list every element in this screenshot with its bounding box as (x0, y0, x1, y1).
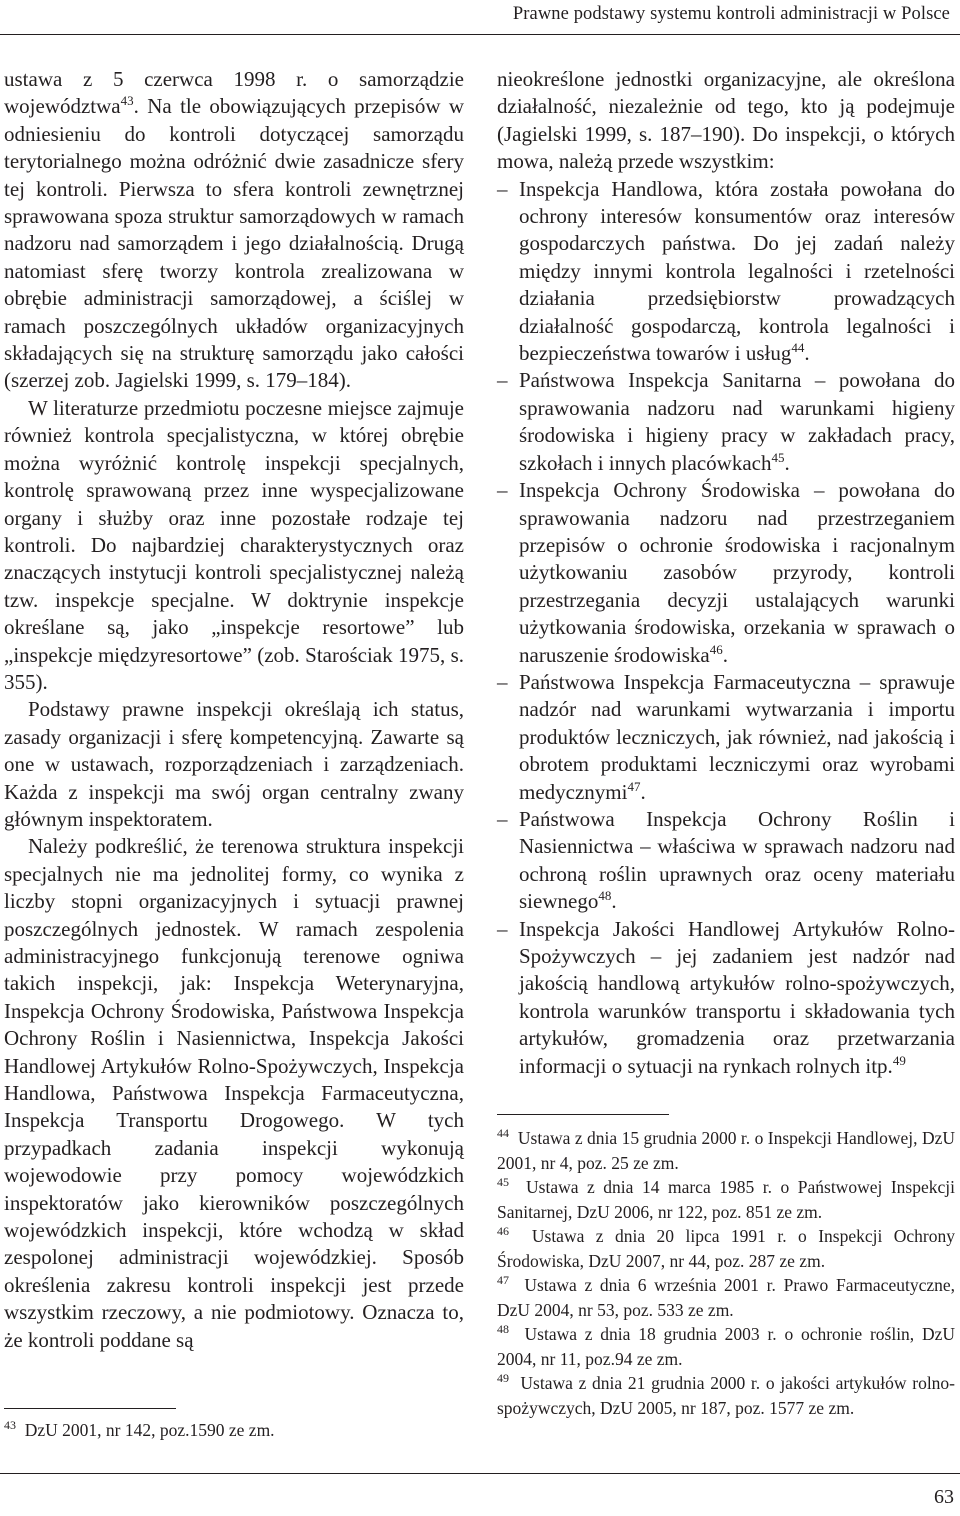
footnote-ref-49[interactable]: 49 (892, 1052, 906, 1068)
footnote-ref-45[interactable]: 45 (771, 449, 785, 465)
header-rule (0, 34, 960, 35)
footnote-number: 46 (497, 1224, 509, 1239)
footnote (497, 1224, 955, 1273)
dash-marker: – (497, 916, 508, 941)
footnote-number: 48 (497, 1322, 509, 1337)
footnote-number: 44 (497, 1126, 509, 1141)
paragraph-3: Podstawy prawne inspekcji określają ich status, zasady organizacji i sferę kompetencyjną. Zawarte są one w ustawach, rozporządzeniach i zarządzeniach. Każda z inspekcji ma swój organ centralny zwany głównym inspektoratem. (4, 697, 464, 831)
inspection-list (497, 176, 955, 1080)
footnote (4, 1418, 464, 1443)
list-item (497, 916, 955, 1080)
footnote-text: Ustawa z dnia 15 grudnia 2000 r. o Inspekcji Handlowej, DzU 2001, nr 4, poz. 25 ze zm. (497, 1128, 955, 1173)
footnote-text: Ustawa z dnia 14 marca 1985 r. o Państwowej Inspekcji Sanitarnej, DzU 2006, nr 122, poz. 851 ze zm. (497, 1177, 955, 1222)
dash-marker: – (497, 478, 508, 503)
footnote-ref-44[interactable]: 44 (791, 340, 805, 356)
footnote-number: 45 (497, 1175, 509, 1190)
list-item-text: Inspekcja Handlowa, która została powołana do ochrony interesów konsumentów oraz interesów gospodarczych państwa. Do jej zadań należy między innymi kontrola legalności i rzetelności działania przedsiębiorstw prowadzących działalność gospodarczą, kontrola legalności i bezpieczeństwa towarów i usług (519, 176, 955, 366)
running-header-title: Prawne podstawy systemu kontroli administracji w Polsce (512, 4, 950, 24)
right-text-column (497, 66, 955, 1080)
list-item-end: . (640, 779, 646, 804)
footer-rule (0, 1473, 960, 1474)
list-item-end: . (804, 341, 810, 366)
page-number: 63 (934, 1486, 954, 1508)
footnote-separator-right (497, 1114, 669, 1115)
footnote-separator-left (4, 1408, 176, 1409)
list-item-text: Państwowa Inspekcja Farmaceutyczna – sprawuje nadzór nad warunkami wytwarzania i importu produktów leczniczych, jak również, nad jakością i obrotem produktami leczniczymi oraz wyrobami medycznymi (519, 669, 955, 804)
footnote-number: 49 (497, 1371, 509, 1386)
left-text-column (4, 66, 464, 1354)
dash-marker: – (497, 806, 508, 831)
paragraph-4: Należy podkreślić, że terenowa struktura inspekcji specjalnych nie ma jednolitej formy, co wynika z liczby stopni organizacyjnych i sytuacji prawnej poszczególnych jednostek. W ramach zespolenia administracyjnego funkcjonują terenowe ogniwa takich inspekcji, jak: Inspekcja Weterynaryjna, Inspekcja Ochrony Środowiska, Państwowa Inspekcja Ochrony Roślin i Nasiennictwa, Inspekcja Jakości Handlowej Artykułów Rolno-Spożywczych, Inspekcja Handlowa, Państwowa Inspekcja Farmaceutyczna, Inspekcja Transportu Drogowego. W tych przypadkach zadania inspekcji wykonują wojewodowie przy pomocy wojewódzkich inspektoratów jako kierowników poszczególnych wojewódzkich inspekcji, które wchodzą w skład zespolonej administracji wojewódzkiej. Sposób określenia zakresu kontroli inspekcji jest przede wszystkim rzeczowy, a nie podmiotowy. Oznacza to, że kontroli poddane są (4, 834, 464, 1352)
list-item (497, 477, 955, 669)
list-item-end: . (722, 642, 728, 667)
list-item-text: Państwowa Inspekcja Ochrony Roślin i Nasiennictwa – właściwa w sprawach nadzoru nad ochroną roślin uprawnych oraz oceny materiału siewnego (519, 806, 955, 914)
list-item (497, 367, 955, 477)
list-item-text: Inspekcja Ochrony Środowiska – powołana do sprawowania nadzoru nad przestrzeganiem przepisów o ochronie środowiska i racjonalnym użytkowaniu zasobów przyrody, kontroli przestrzegania decyzji ustalających warunki użytkowania środowiska, orzekania w sprawach o naruszenie środowiska (519, 478, 955, 667)
footnote (497, 1126, 955, 1175)
dash-marker: – (497, 669, 508, 694)
footnote-text: Ustawa z dnia 21 grudnia 2000 r. o jakości artykułów rolno-spożywczych, DzU 2005, nr 187, poz. 1577 ze zm. (497, 1373, 956, 1418)
footnote (497, 1371, 955, 1420)
dash-marker: – (497, 368, 508, 393)
footnotes-left (4, 1418, 464, 1443)
list-intro: nieokreślone jednostki organizacyjne, ale określona działalność, niezależnie od tego, kto ją podejmuje (Jagielski 1999, s. 187–190). Do inspekcji, o których mowa, należą przede wszystkim: (497, 67, 955, 174)
paragraph-1-text: ustawa z 5 czerwca 1998 r. o samorządzie województwa (4, 67, 464, 119)
list-item-text: Inspekcja Jakości Handlowej Artykułów Rolno-Spożywczych – jej zadaniem jest nadzór nad jakością handlową artykułów rolno-spożywczych, kontrola warunków transportu i składowania tych artykułów, gromadzenia oraz przetwarzania informacji o sytuacji na rynkach rolnych itp. (519, 916, 955, 1078)
footnote (497, 1175, 955, 1224)
footnote-ref-46[interactable]: 46 (709, 641, 723, 657)
footnote (497, 1322, 955, 1371)
list-item (497, 806, 955, 916)
paragraph-2: W literaturze przedmiotu poczesne miejsce zajmuje również kontrola specjalistyczna, w której obrębie można wyróżnić kontrolę inspekcji specjalnych, kontrolę sprawowaną przez inne wyspecjalizowane organy i służby oraz inne pozostałe rodzaje tej kontroli. Do najbardziej charakterystycznych oraz znaczących instytucji kontroli specjalistycznej należą tzw. inspekcje specjalne. W doktrynie inspekcje określane są, jako „inspekcje resortowe” lub „inspekcje międzyresortowe” (zob. Starościak 1975, s. 355). (4, 395, 464, 694)
list-item-end: . (784, 450, 790, 475)
footnote-text: Ustawa z dnia 20 lipca 1991 r. o Inspekcji Ochrony Środowiska, DzU 2007, nr 44, poz. 287 ze zm. (497, 1226, 956, 1271)
footnote-number: 43 (4, 1418, 16, 1433)
footnote-ref-47[interactable]: 47 (627, 778, 641, 794)
list-item (497, 669, 955, 806)
list-item-text: Państwowa Inspekcja Sanitarna – powołana do sprawowania nadzoru nad warunkami higieny środowiska i higieny pracy w zakładach pracy, szkołach i innych placówkach (519, 368, 955, 475)
footnote-text: DzU 2001, nr 142, poz.1590 ze zm. (24, 1420, 275, 1440)
footnotes-right (497, 1126, 955, 1420)
footnote-ref-43[interactable]: 43 (120, 93, 134, 109)
footnote-text: Ustawa z dnia 18 grudnia 2003 r. o ochronie roślin, DzU 2004, nr 11, poz.94 ze zm. (497, 1324, 955, 1369)
list-item-end: . (611, 889, 617, 914)
paragraph-1 (4, 66, 464, 395)
paragraph-1-text-cont: . Na tle obowiązujących przepisów w odniesieniu do kontroli dotyczącej samorządu terytorialnego można odróżnić dwie zasadnicze sfery tej kontroli. Pierwsza to sfera kontroli zewnętrznej sprawowana spoza struktur samorządowych w ramach nadzoru nad samorządem i jego działalnością. Drugą natomiast sferę tworzy kontrola zrealizowana w obrębie administracji samorządowej, a ściślej w ramach poszczególnych układów organizacyjnych składających się na strukturę samorządu jako całości (szerzej zob. Jagielski 1999, s. 179–184). (4, 94, 464, 393)
footnote (497, 1273, 955, 1322)
dash-marker: – (497, 176, 508, 201)
footnote-text: Ustawa z dnia 6 września 2001 r. Prawo Farmaceutyczne, DzU 2004, nr 53, poz. 533 ze zm. (497, 1275, 955, 1320)
footnote-number: 47 (497, 1273, 509, 1288)
footnote-ref-48[interactable]: 48 (598, 888, 612, 904)
list-item (497, 176, 955, 368)
